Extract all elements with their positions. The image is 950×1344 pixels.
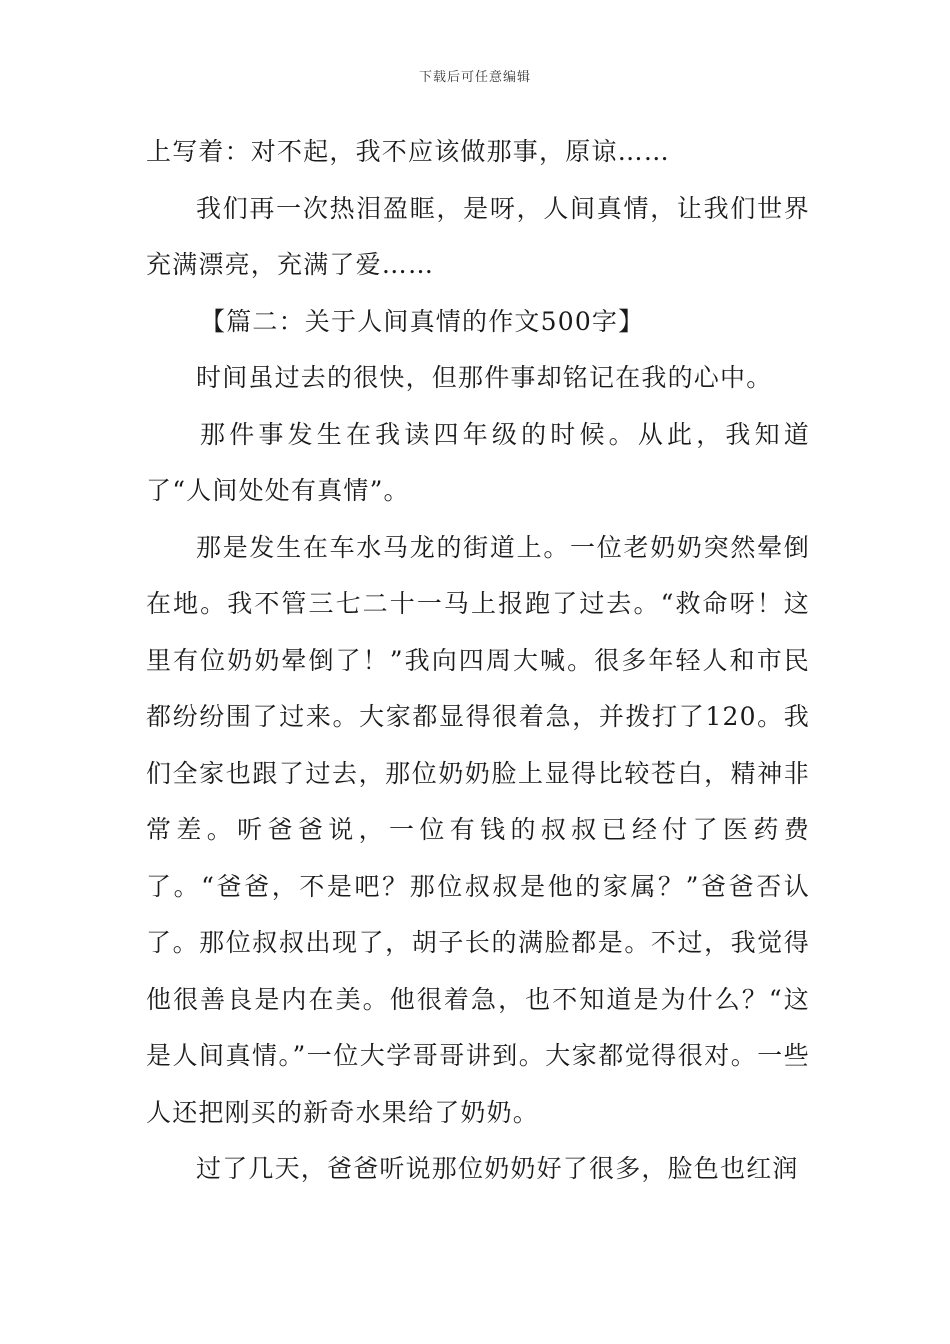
section-title: 【篇二：关于人间真情的作文500字】 [200, 306, 645, 336]
paragraph: 过了几天，爸爸听说那位奶奶好了很多，脸色也红润 [196, 1154, 799, 1183]
paragraph-continuation: 上写着：对不起，我不应该做那事，原谅…… [146, 137, 671, 166]
page-header: 下载后可任意编辑 [418, 70, 531, 85]
paragraph: 那件事发生在我读四年级的时候。从此，我知道了“人间处处有真情”。 [146, 419, 810, 505]
paragraph: 我们再一次热泪盈眶，是呀，人间真情，让我们世界充满漂亮，充满了爱…… [146, 193, 810, 279]
paragraph: 时间虽过去的很快，但那件事却铭记在我的心中。 [196, 363, 773, 392]
document-body [146, 124, 810, 1198]
paragraph: 那是发生在车水马龙的街道上。一位老奶奶突然晕倒在地。我不管三七二十一马上报跑了过去。“救命呀！这里有位奶奶晕倒了！”我向四周大喊。很多年轻人和市民都纷纷围了过来。大家都显得很着急，并拨打了120。我们全家也跟了过去，那位奶奶脸上显得比较苍白，精神非常差。听爸爸说，一位有钱的叔叔已经付了医药费了。“爸爸，不是吧？那位叔叔是他的家属？”爸爸否认了。那位叔叔出现了，胡子长的满脸都是。不过，我觉得他很善良是内在美。他很着急，也不知道是为什么？“这是人间真情。”一位大学哥哥讲到。大家都觉得很对。一些人还把刚买的新奇水果给了奶奶。 [146, 532, 810, 1127]
